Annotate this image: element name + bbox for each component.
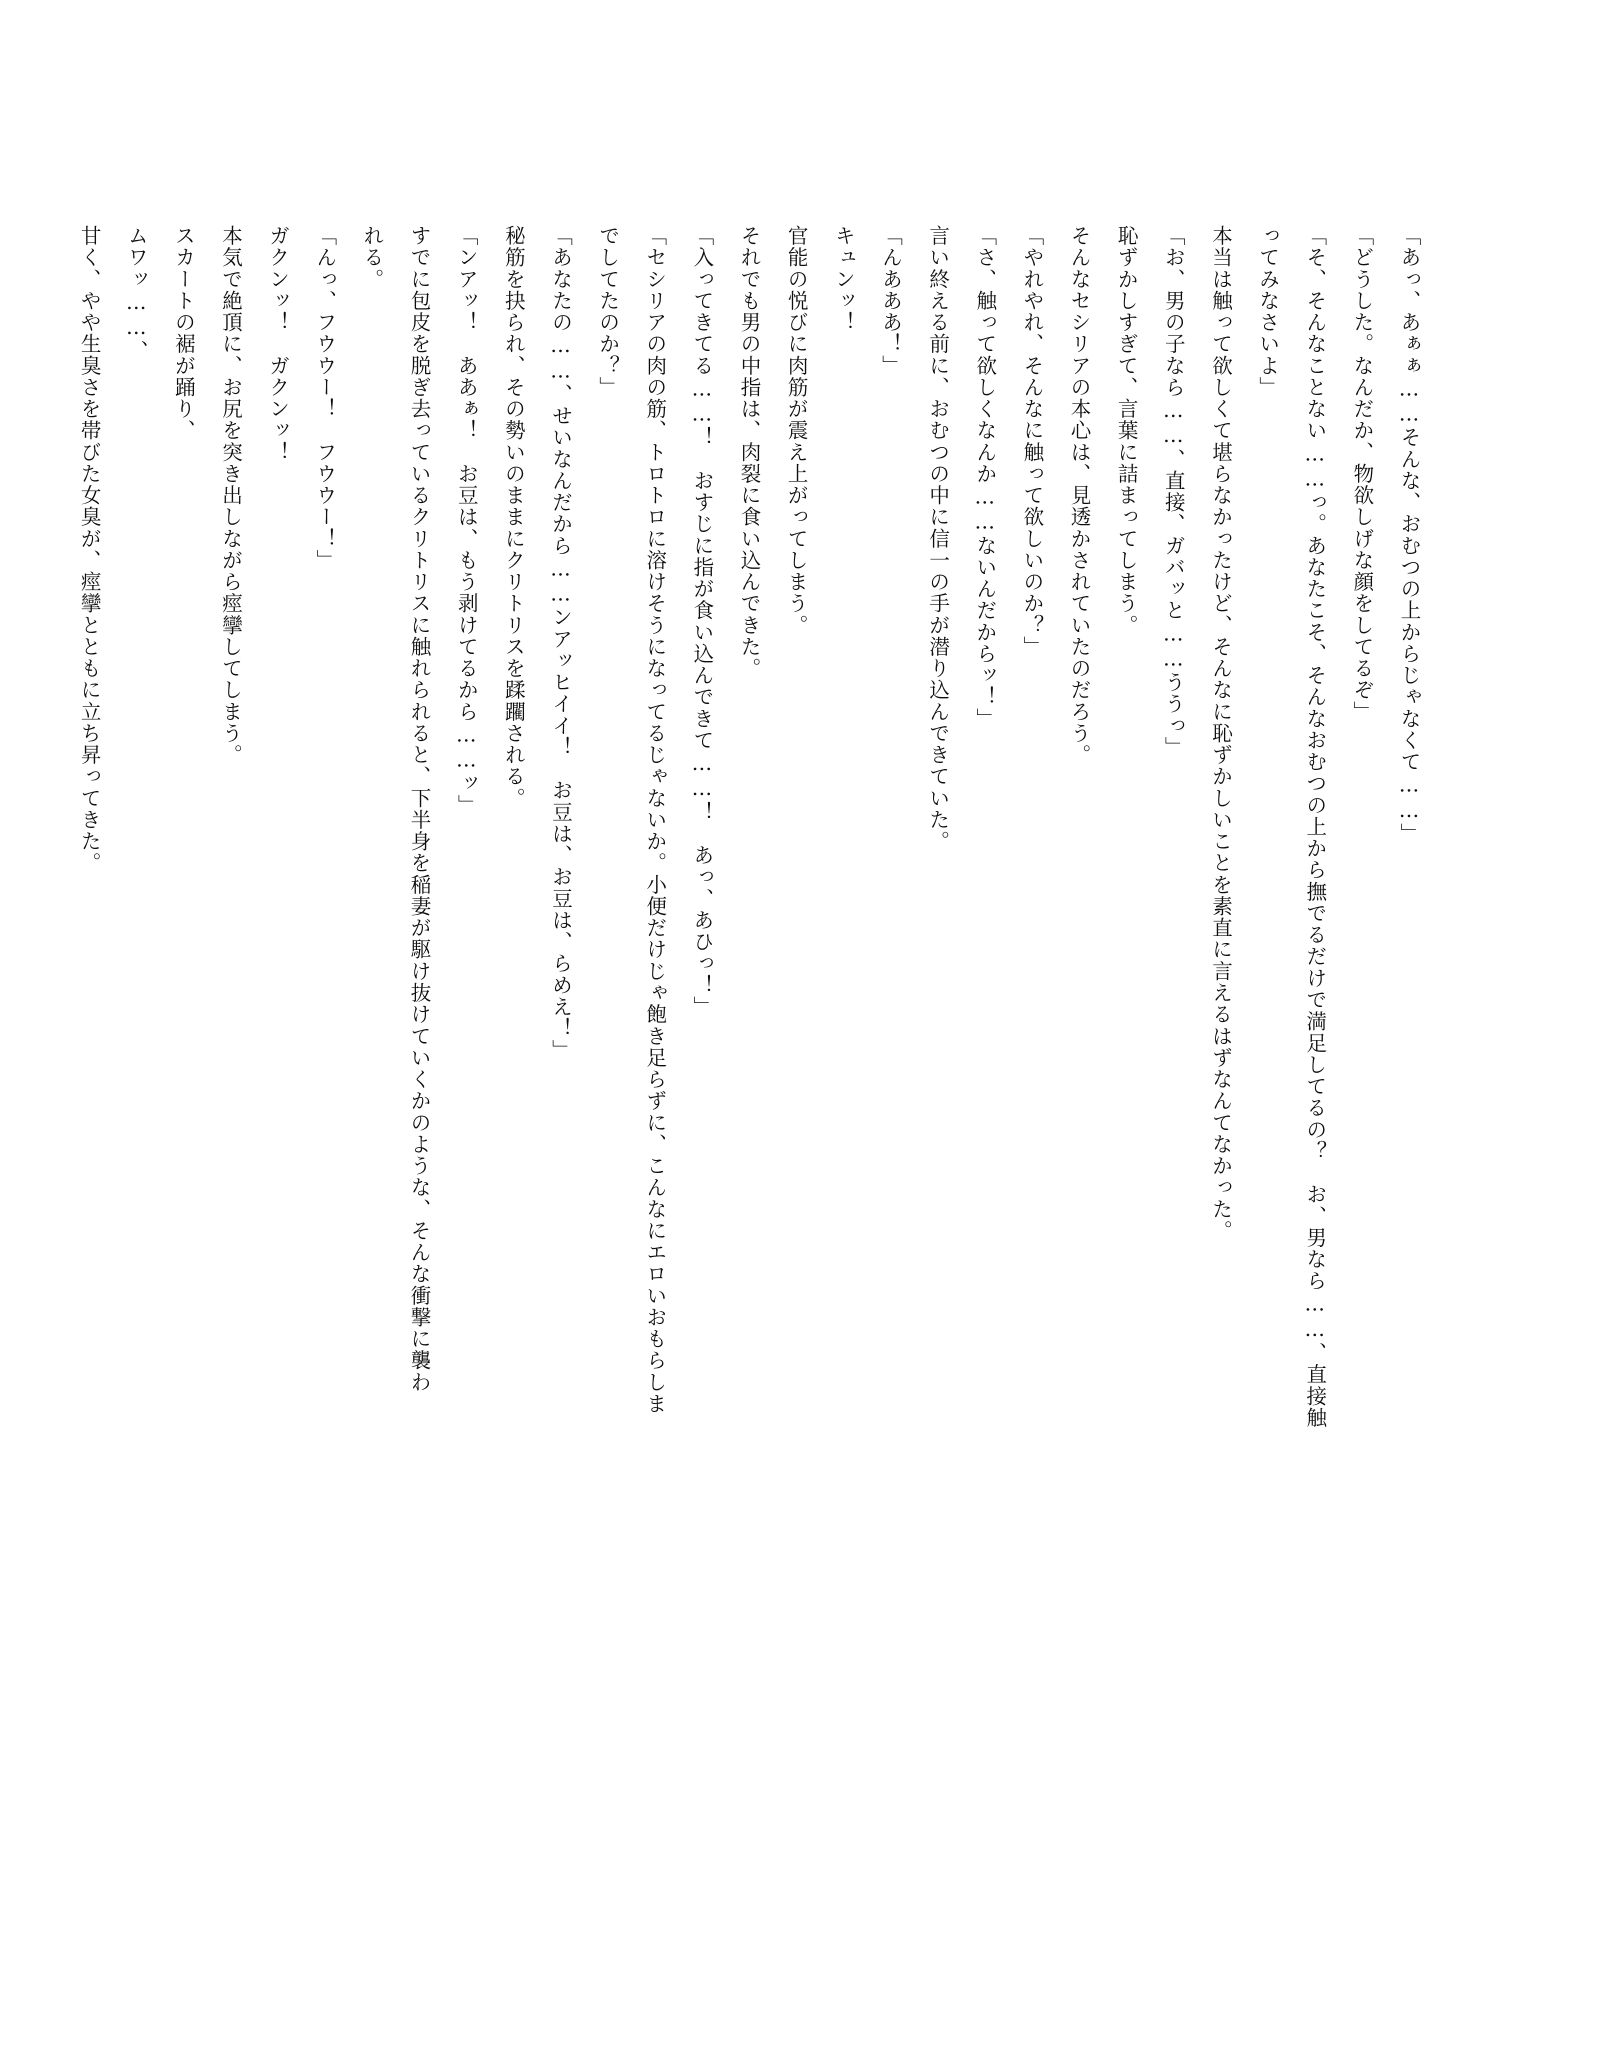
- text-line: スカートの裾が踊り、: [171, 225, 196, 442]
- text-line: キュンッ！: [831, 225, 856, 334]
- text-line: ってみなさいよ」: [1255, 225, 1280, 399]
- text-line: 「んっ、フウウー！ フウウー！」: [312, 225, 337, 572]
- text-line: 秘筋を抉られ、その勢いのままにクリトリスを蹂躙される。: [501, 225, 526, 809]
- text-line: れる。: [359, 225, 384, 290]
- text-line: すでに包皮を脱ぎ去っているクリトリスに触れられると、下半身を稲妻が駆け抜けていくかのような、そんな衝撃に襲わ: [407, 225, 432, 1393]
- text-line: 官能の悦びに肉筋が震え上がってしまう。: [784, 225, 809, 636]
- text-line: 「どうした。なんだか、物欲しげな顔をしてるぞ」: [1349, 225, 1374, 723]
- text-line: 「あなたの……、せいなんだから……ンアッヒイイ！ お豆は、お豆は、らめえ！」: [548, 225, 573, 1061]
- text-line: 甘く、やや生臭さを帯びた女臭が、痙攣とともに立ち昇ってきた。: [77, 225, 102, 874]
- text-line: そんなセシリアの本心は、見透かされていたのだろう。: [1067, 225, 1092, 766]
- text-line: 「やれやれ、そんなに触って欲しいのか？」: [1019, 225, 1044, 658]
- text-line: 「あっ、あぁぁ……そんな、おむつの上からじゃなくて……」: [1397, 225, 1421, 845]
- text-line: 本当は触って欲しくて堪らなかったけど、そんなに恥ずかしいことを素直に言えるはずなんてなかった。: [1208, 225, 1233, 1242]
- text-line: 「んあああ！」: [878, 225, 903, 377]
- text-line: 本気で絶頂に、お尻を突き出しながら痙攣してしまう。: [218, 225, 243, 766]
- text-line: 「お、男の子なら……、直接、ガバッと……ううっ」: [1161, 225, 1186, 759]
- text-line: 「セシリアの肉の筋、トロトロに溶けそうになってるじゃないか。小便だけじゃ飽き足らずに、こんなにエロいおもらしま: [642, 225, 667, 1415]
- text-line: ガクンッ！ ガクンッ！: [265, 225, 290, 463]
- text-line: 「入ってきてる……！ おすじに指が食い込んできて……！ あっ、あひっ！」: [689, 225, 714, 1018]
- text-line: 「ンアッ！ ああぁ！ お豆は、もう剥けてるから……ッ」: [454, 225, 479, 816]
- text-line: 言い終える前に、おむつの中に信一の手が潜り込んできていた。: [925, 225, 950, 853]
- text-line: 「そ、そんなことない……っ。あなたこそ、そんなおむつの上から撫でるだけで満足してるの？ お、男なら……、直接触: [1302, 225, 1327, 1429]
- text-line: それでも男の中指は、肉裂に食い込んできた。: [737, 225, 762, 680]
- text-line: 恥ずかしすぎて、言葉に詰まってしまう。: [1114, 225, 1139, 636]
- text-line: でしてたのか？」: [595, 225, 620, 399]
- text-line: ムワッ……、: [124, 225, 149, 362]
- text-line: 「さ、触って欲しくなんか……ないんだからッ！」: [972, 225, 997, 730]
- vertical-text-body: [77, 225, 1432, 1845]
